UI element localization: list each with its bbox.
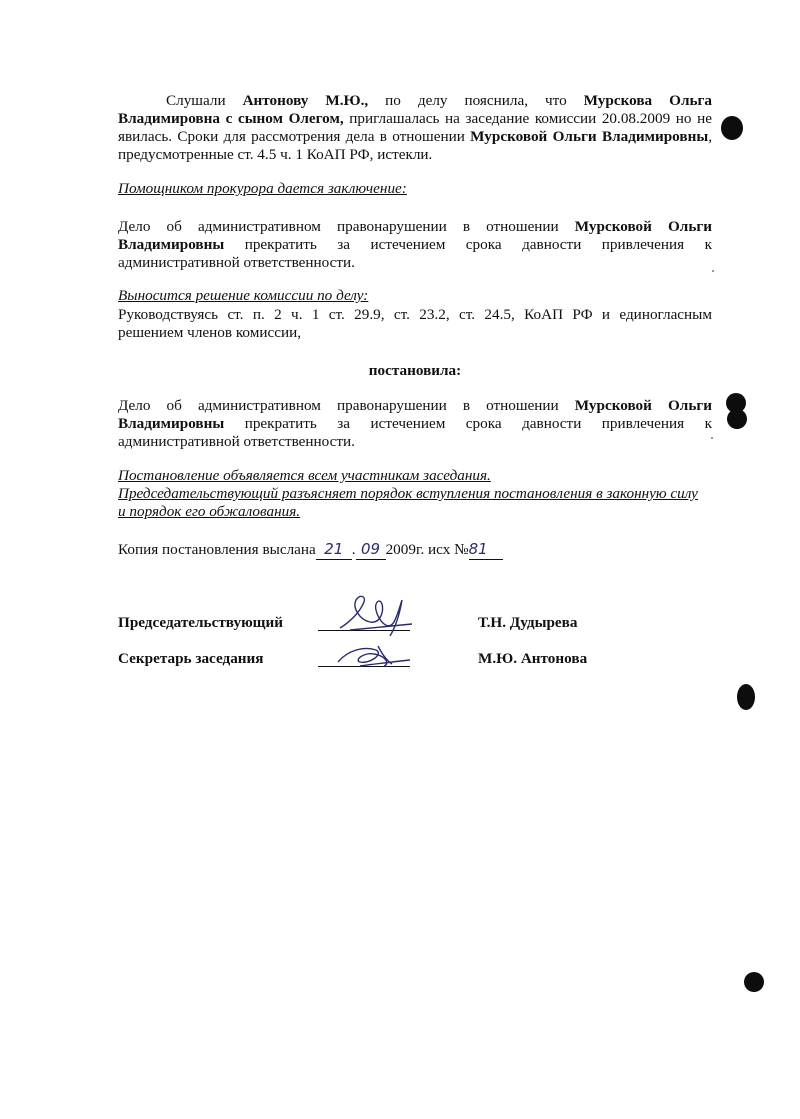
person-name: Мурскова Ольга [583, 92, 712, 109]
resolution-line-2: Владимировны прекратить за истечением срока давности привлечения к [118, 415, 712, 432]
punch-hole [737, 684, 755, 710]
copy-number: 81 [469, 540, 503, 560]
conclusion-line-3: административной ответственности. [118, 254, 355, 271]
scan-speck [712, 270, 714, 272]
notice-line-3: и порядок его обжалования. [118, 503, 301, 520]
notice-line-2: Председательствующий разъясняет порядок вступления постановления в законную силу [118, 485, 698, 502]
hearing-line-2: Владимировна с сыном Олегом, приглашалась на заседание комиссии 20.08.2009 но не [118, 110, 713, 127]
notice-line-1: Постановление объявляется всем участникам заседания. [118, 467, 491, 484]
copy-month: 09 [356, 540, 386, 560]
punch-hole [721, 116, 743, 140]
secretary-role: Секретарь заседания [118, 650, 264, 667]
punch-hole [744, 972, 764, 992]
person-name-cont: Владимировна с сыном Олегом, [118, 110, 344, 127]
copy-sent-line: Копия постановления выслана 21 . 09 2009г. исх №81 [118, 540, 712, 560]
chair-signature [330, 592, 420, 640]
punch-hole [727, 409, 747, 429]
conclusion-line-2: Владимировны прекратить за истечением срока давности привлечения к [118, 236, 712, 253]
speaker-name: Антонову М.Ю., [242, 92, 369, 109]
secretary-name: М.Ю. Антонова [478, 650, 588, 667]
notice-block [118, 467, 712, 521]
secretary-signature [330, 640, 420, 672]
copy-day: 21 [316, 540, 352, 560]
conclusion-line-1: Дело об административном правонарушении в отношении Мурсковой Ольги [118, 218, 713, 235]
decided-heading: постановила: [368, 362, 462, 379]
hearing-line-1: Слушали Антонову М.Ю., по делу пояснила, что Мурскова Ольга [166, 92, 712, 109]
grounds-line-1: Руководствуясь ст. п. 2 ч. 1 ст. 29.9, ст. 23.2, ст. 24.5, КоАП РФ и единогласным [118, 306, 712, 323]
grounds-paragraph [118, 306, 712, 342]
hearing-paragraph [118, 92, 712, 164]
prosecutor-heading: Помощником прокурора дается заключение: [118, 180, 407, 197]
grounds-line-2: решением членов комиссии, [118, 324, 302, 341]
scan-speck [711, 437, 713, 439]
conclusion-paragraph [118, 218, 712, 272]
hearing-line-4: предусмотренные ст. 4.5 ч. 1 КоАП РФ, истекли. [118, 146, 433, 163]
resolution-paragraph [118, 397, 712, 451]
chair-name: Т.Н. Дудырева [478, 614, 578, 631]
chair-role: Председательствующий [118, 614, 283, 631]
resolution-line-3: административной ответственности. [118, 433, 355, 450]
hearing-line-3: явилась. Сроки для рассмотрения дела в отношении Мурсковой Ольги Владимировны, [118, 128, 712, 145]
person-name-2: Мурсковой Ольги Владимировны [470, 128, 709, 145]
decision-heading: Выносится решение комиссии по делу: [118, 287, 369, 304]
resolution-line-1: Дело об административном правонарушении в отношении Мурсковой Ольги [118, 397, 713, 414]
